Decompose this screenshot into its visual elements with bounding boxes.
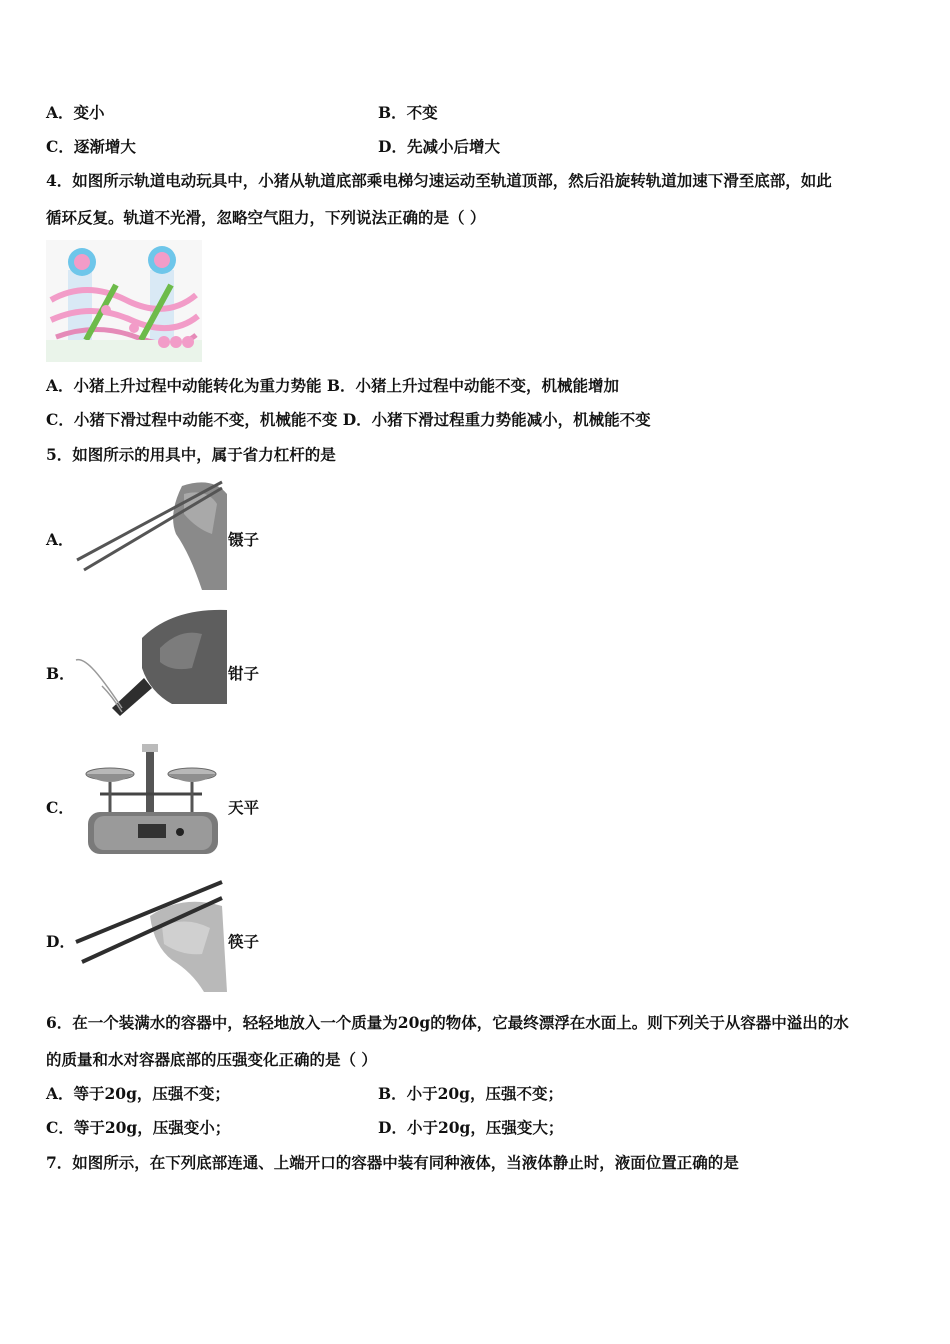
q5-option-a-name: 镊子 (228, 530, 260, 549)
q4-options-row1: A．小猪上升过程中动能转化为重力势能 B．小猪上升过程中动能不变，机械能增加 (46, 376, 620, 395)
q6-stem-line2: 的质量和水对容器底部的压强变化正确的是（ ） (46, 1050, 377, 1069)
q4-stem-line1: 4．如图所示轨道电动玩具中，小猪从轨道底部乘电梯匀速运动至轨道顶部，然后沿旋转轨道加速下滑至底部，如此 (46, 171, 832, 190)
q4-stem-line2: 循环反复。轨道不光滑，忽略空气阻力，下列说法正确的是（ ） (46, 208, 486, 227)
q5-option-d-letter: D． (46, 932, 75, 951)
q7-stem: 7．如图所示，在下列底部连通、上端开口的容器中装有同种液体，当液体静止时，液面位置正确的是 (46, 1153, 739, 1172)
q5-option-b-letter: B． (46, 664, 75, 683)
q4-options-row2: C．小猪下滑过程中动能不变，机械能不变 D．小猪下滑过程重力势能减小，机械能不变 (46, 410, 651, 429)
q6-option-d: D．小于20g，压强变大； (378, 1118, 564, 1137)
q5-option-c-letter: C． (46, 798, 74, 817)
q5-option-d-name: 筷子 (228, 932, 260, 951)
q5-option-b-name: 钳子 (228, 664, 260, 683)
q6-stem-line1: 6．在一个装满水的容器中，轻轻地放入一个质量为20g的物体，它最终漂浮在水面上。则下列关于从容器中溢出的水 (46, 1013, 849, 1032)
q5-stem: 5．如图所示的用具中，属于省力杠杆的是 (46, 445, 336, 464)
q3-option-d: D．先减小后增大 (378, 137, 500, 156)
q3-option-a: A．变小 (46, 103, 105, 122)
balance-scale-image (80, 742, 222, 856)
q5-option-a-letter: A． (46, 530, 74, 549)
q5-option-c-name: 天平 (228, 798, 260, 817)
q6-option-b: B．小于20g，压强不变； (378, 1084, 564, 1103)
tweezers-image (72, 474, 228, 590)
toy-track-image (46, 240, 202, 362)
chopsticks-image (72, 876, 228, 992)
pliers-image (72, 608, 228, 724)
q6-option-a: A．等于20g，压强不变； (46, 1084, 230, 1103)
q6-option-c: C．等于20g，压强变小； (46, 1118, 231, 1137)
q3-option-c: C．逐渐增大 (46, 137, 136, 156)
q3-option-b: B．不变 (378, 103, 438, 122)
